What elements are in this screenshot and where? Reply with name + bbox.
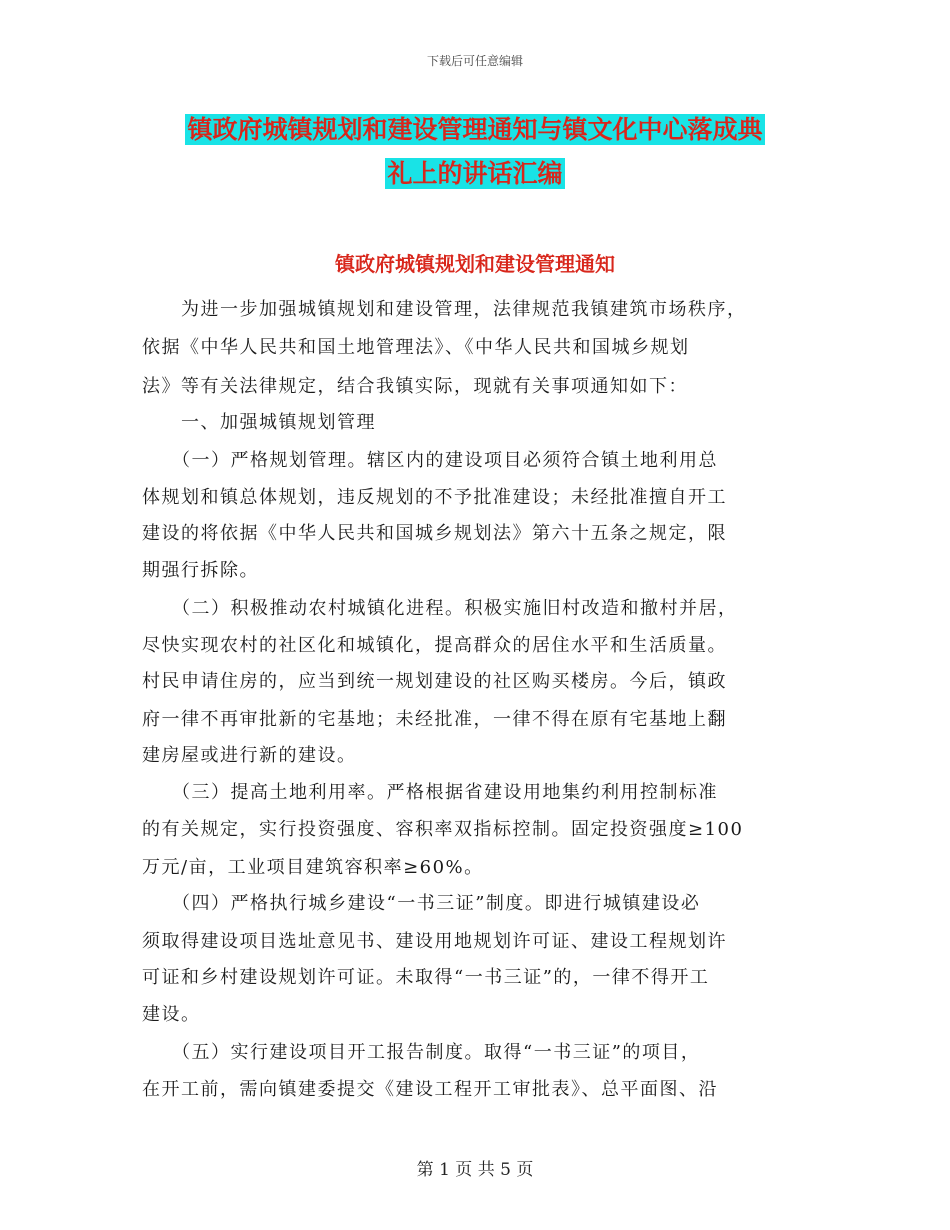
body-line: 体规划和镇总体规划，违反规划的不予批准建设；未经批准擅自开工: [142, 487, 727, 508]
body-line: 期强行拆除。: [142, 560, 259, 581]
body-line: 为进一步加强城镇规划和建设管理，法律规范我镇建筑市场秩序，: [142, 299, 747, 320]
body-line: 在开工前，需向镇建委提交《建设工程开工审批表》、总平面图、沿: [142, 1079, 718, 1100]
header-note: 下载后可任意编辑: [426, 54, 523, 68]
body-line: 法》等有关法律规定，结合我镇实际，现就有关事项通知如下：: [142, 376, 688, 397]
body-line: 一、加强城镇规划管理: [142, 412, 376, 433]
body-line: （一）严格规划管理。辖区内的建设项目必须符合镇土地利用总: [142, 450, 718, 471]
body-line: 建设。: [142, 1004, 201, 1025]
body-line: 依据《中华人民共和国土地管理法》、《中华人民共和国城乡规划: [142, 337, 690, 358]
body-line: 尽快实现农村的社区化和城镇化，提高群众的居住水平和生活质量。: [142, 635, 727, 656]
body-line: （四）严格执行城乡建设“一书三证”制度。即进行城镇建设必: [142, 893, 701, 914]
page-number: 第 1 页 共 5 页: [416, 1160, 534, 1180]
body-line: 须取得建设项目选址意见书、建设用地规划许可证、建设工程规划许: [142, 931, 727, 952]
document-title-line-1: [0, 110, 950, 150]
body-line: 万元/亩，工业项目建筑容积率≥60%。: [142, 857, 484, 878]
document-title-line-2: [0, 154, 950, 194]
body-line: 可证和乡村建设规划许可证。未取得“一书三证”的，一律不得开工: [142, 967, 710, 988]
document-title-line-1-text: 镇政府城镇规划和建设管理通知与镇文化中心落成典: [187, 115, 763, 144]
body-line: 建房屋或进行新的建设。: [142, 745, 357, 766]
body-line: 村民申请住房的，应当到统一规划建设的社区购买楼房。今后，镇政: [142, 671, 727, 692]
body-line: 建设的将依据《中华人民共和国城乡规划法》第六十五条之规定，限: [142, 523, 727, 544]
body-line: 的有关规定，实行投资强度、容积率双指标控制。固定投资强度≥100: [142, 819, 744, 840]
body-line: （三）提高土地利用率。严格根据省建设用地集约利用控制标准: [142, 782, 718, 803]
body-line: 府一律不再审批新的宅基地；未经批准，一律不得在原有宅基地上翻: [142, 709, 727, 730]
section-title: 镇政府城镇规划和建设管理通知: [335, 252, 615, 276]
body-line: （二）积极推动农村城镇化进程。积极实施旧村改造和撤村并居，: [142, 598, 738, 619]
body-line: （五）实行建设项目开工报告制度。取得“一书三证”的项目，: [142, 1042, 701, 1063]
document-title-line-2-text: 礼上的讲话汇编: [387, 159, 563, 188]
